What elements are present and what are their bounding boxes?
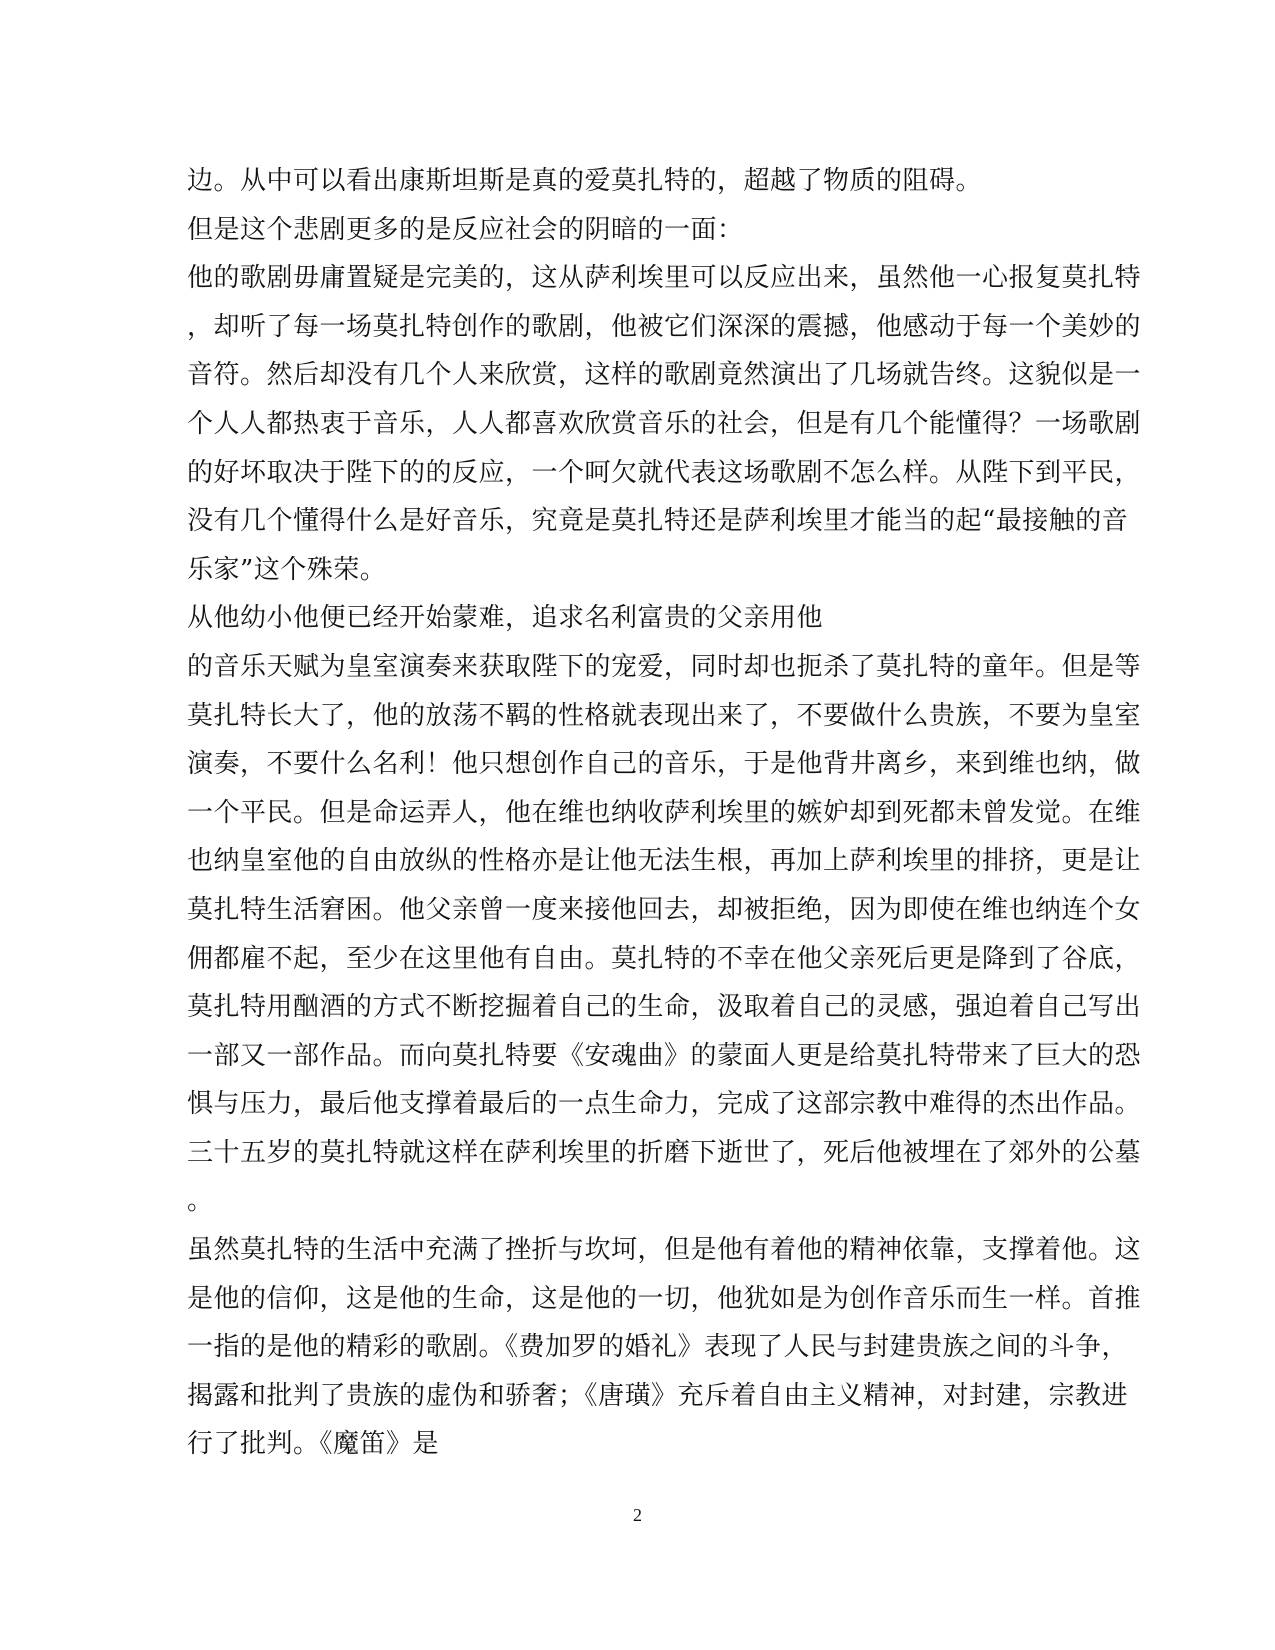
text-line: 莫扎特用酗酒的方式不断挖掘着自己的生命，汲取着自己的灵感，强迫着自己写出: [187, 992, 1142, 1023]
text-line: ，却听了每一场莫扎特创作的歌剧，他被它们深深的震撼，他感动于每一个美妙的: [187, 311, 1142, 342]
text-line: 佣都雇不起，至少在这里他有自由。莫扎特的不幸在他父亲死后更是降到了谷底，: [187, 943, 1142, 974]
text-line: 。: [187, 1186, 214, 1217]
text-line: 一部又一部作品。而向莫扎特要《安魂曲》的蒙面人更是给莫扎特带来了巨大的恐: [187, 1040, 1142, 1071]
text-line: 也纳皇室他的自由放纵的性格亦是让他无法生根，再加上萨利埃里的排挤，更是让: [187, 846, 1142, 877]
text-line: 惧与压力，最后他支撑着最后的一点生命力，完成了这部宗教中难得的杰出作品。: [187, 1089, 1142, 1120]
text-line: 一指的是他的精彩的歌剧。《费加罗的婚礼》表现了人民与封建贵族之间的斗争，: [187, 1332, 1129, 1363]
text-line: 一个平民。但是命运弄人，他在维也纳收萨利埃里的嫉妒却到死都未曾发觉。在维: [187, 797, 1142, 828]
text-line: 行了批判。《魔笛》是: [187, 1429, 440, 1460]
text-line: 个人人都热衷于音乐，人人都喜欢欣赏音乐的社会，但是有几个能懂得？一场歌剧: [187, 408, 1142, 439]
text-line: 乐家”这个殊荣。: [187, 554, 387, 585]
text-line: 的音乐天赋为皇室演奏来获取陛下的宠爱，同时却也扼杀了莫扎特的童年。但是等: [187, 651, 1142, 682]
body-text: [187, 157, 1142, 1469]
text-line: 没有几个懂得什么是好音乐，究竟是莫扎特还是萨利埃里才能当的起“最接触的音: [187, 506, 1129, 537]
text-line: 边。从中可以看出康斯坦斯是真的爱莫扎特的，超越了物质的阻碍。: [187, 166, 983, 196]
text-line: 但是这个悲剧更多的是反应社会的阴暗的一面：: [187, 214, 744, 245]
text-line: 是他的信仰，这是他的生命，这是他的一切，他犹如是为创作音乐而生一样。首推: [187, 1283, 1142, 1314]
text-line: 揭露和批判了贵族的虚伪和骄奢；《唐璜》充斥着自由主义精神，对封建，宗教进: [187, 1380, 1129, 1411]
text-line: 虽然莫扎特的生活中充满了挫折与坎坷，但是他有着他的精神依靠，支撑着他。这: [187, 1235, 1142, 1266]
text-line: 莫扎特长大了，他的放荡不羁的性格就表现出来了，不要做什么贵族，不要为皇室: [187, 700, 1142, 731]
page-number: 2: [633, 1505, 642, 1525]
text-line: 音符。然后却没有几个人来欣赏，这样的歌剧竟然演出了几场就告终。这貌似是一: [187, 360, 1142, 391]
text-line: 的好坏取决于陛下的的反应，一个呵欠就代表这场歌剧不怎么样。从陛下到平民，: [187, 457, 1142, 488]
text-line: 从他幼小他便已经开始蒙难，追求名利富贵的父亲用他: [187, 603, 824, 634]
text-line: 三十五岁的莫扎特就这样在萨利埃里的折磨下逝世了，死后他被埋在了郊外的公墓: [187, 1137, 1142, 1168]
text-line: 演奏，不要什么名利！他只想创作自己的音乐，于是他背井离乡，来到维也纳，做: [187, 749, 1142, 780]
text-line: 莫扎特生活窘困。他父亲曾一度来接他回去，却被拒绝，因为即使在维也纳连个女: [187, 894, 1142, 925]
text-line: 他的歌剧毋庸置疑是完美的，这从萨利埃里可以反应出来，虽然他一心报复莫扎特: [187, 263, 1142, 294]
